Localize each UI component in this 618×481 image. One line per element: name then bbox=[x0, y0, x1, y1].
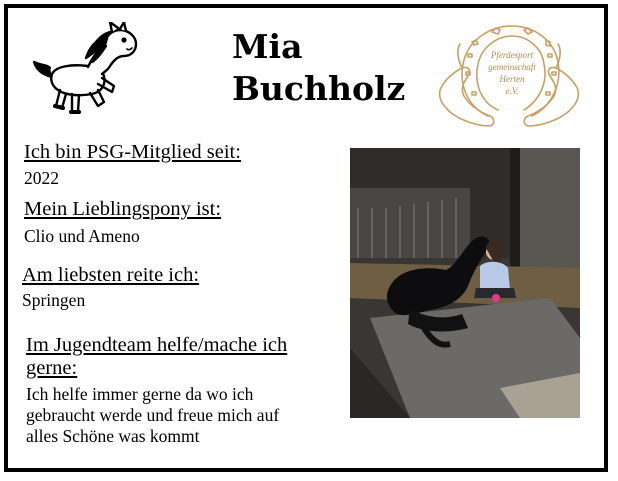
club-logo-line-4: e.V. bbox=[505, 86, 519, 96]
youth-team-value bbox=[26, 384, 279, 447]
member-name bbox=[232, 26, 405, 110]
club-logo-line-1: Pferdesport bbox=[490, 50, 534, 60]
favorite-riding-value: Springen bbox=[22, 290, 86, 310]
member-photo bbox=[350, 148, 580, 418]
last-name: Buchholz bbox=[232, 69, 406, 108]
favorite-riding-label: Am liebsten reite ich: bbox=[22, 264, 200, 286]
club-logo-line-2: gemeinschaft bbox=[488, 62, 536, 72]
youth-team-label-line-2: gerne: bbox=[26, 357, 78, 379]
club-logo-line-3: Herten bbox=[499, 74, 525, 84]
first-name: Mia bbox=[232, 27, 303, 66]
youth-team-value-line-2: gebraucht werde und freue mich auf bbox=[26, 405, 280, 425]
member-since-label: Ich bin PSG-Mitglied seit: bbox=[24, 141, 241, 163]
youth-team-value-line-3: alles Schöne was kommt bbox=[26, 426, 200, 446]
pony-cartoon-icon bbox=[32, 22, 142, 122]
youth-team-value-line-1: Ich helfe immer gerne da wo ich bbox=[26, 384, 254, 404]
member-since-value: 2022 bbox=[24, 168, 59, 188]
favorite-pony-label: Mein Lieblingspony ist: bbox=[24, 198, 222, 220]
favorite-pony-value: Clio und Ameno bbox=[24, 226, 140, 246]
youth-team-label bbox=[26, 334, 287, 380]
youth-team-label-line-1: Im Jugendteam helfe/mache ich bbox=[26, 334, 288, 356]
club-logo bbox=[436, 20, 582, 128]
